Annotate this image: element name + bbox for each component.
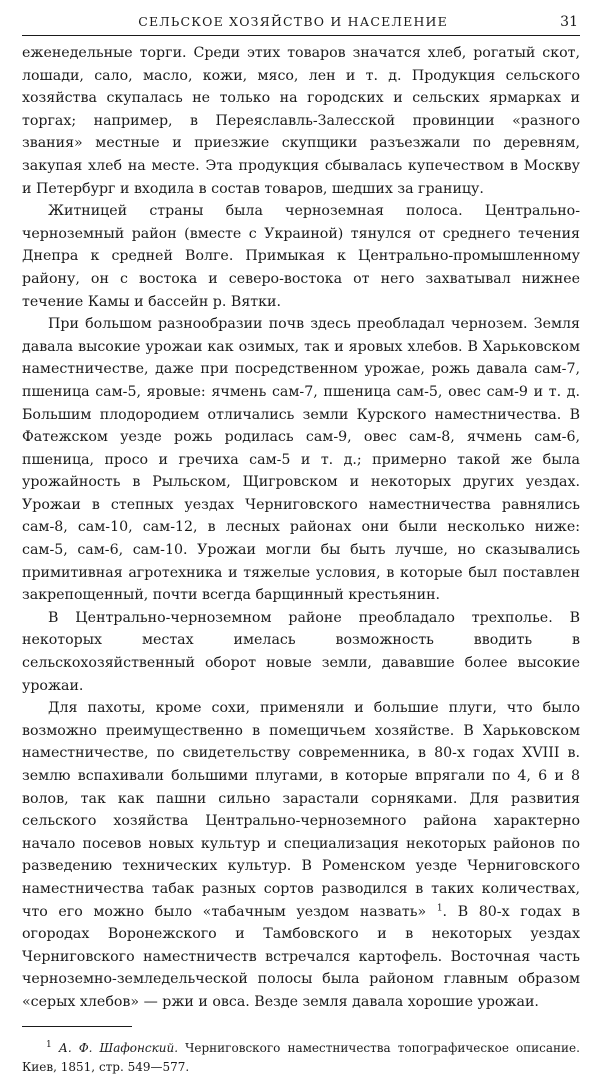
paragraph: В Центрально-черноземном районе преобладало трехполье. В некоторых местах имелась возможность вводить в сельскохозяйственный оборот новые земли, дававшие более высокие урожаи. bbox=[22, 609, 580, 694]
paragraph: Житницей страны была черноземная полоса. Центрально-черноземный район (вместе с Украиной) тянулся от среднего течения Днепра к средней Волге. Примыкая к Центрально-промышленному району, он с востока и северо-востока от него захватывал нижнее течение Камы и бассейн р. Вятки. bbox=[22, 203, 580, 310]
paragraph-continued: еженедельные торги. Среди этих товаров значатся хлеб, рогатый скот, лошади, сало, масло, кожи, мясо, лен и т. д. Продукция сельского хозяйства скупалась не только на городских и сельских ярмарках и торгах; например, в Переяславль-Залесской провинции «разного звания» местные и приезжие скупщики разъезжали по деревням, закупая хлеб на месте. Эта продукция сбывалась купечеством в Москву и Петербург и входила в состав товаров, шедших за границу. bbox=[22, 45, 580, 197]
paragraph: Для пахоты, кроме сохи, применяли и большие плуги, что было возможно преимущественно в помещичьем хозяйстве. В Харьковском наместничестве, по свидетельству современника, в 80-х годах XVIII в. землю вспахивали большими плугами, в которые впрягали по 4, 6 и 8 волов, так как пашни сильно зарастали сорняками. Для развития сельского хозяйства Центрально-черноземного района характерно начало посевов новых культур и специализация некоторых районов по разведению технических культур. В Роменском уезде Черниговского наместничества табак разных сортов разводился в таких количествах, что его можно было «табачным уездом назвать» $^1$. В 80-х годах в огородах Воронежского и Тамбовского и в некоторых уездах Черниговского наместничеств встречался картофель. Восточная часть черноземно-земледельческой полосы была районом главным образом «серых хлебов» — ржи и овса. Везде земля давала хорошие урожаи. bbox=[22, 700, 580, 1010]
footnote-author: А. Ф. Шафонский. bbox=[58, 1040, 179, 1055]
paragraph-text: В 80-х годах в огородах Воронежского и Тамбовского и в некоторых уездах Черниговского наместничеств встречался картофель. Восточная часть черноземно-земледельческой полосы была районом главным образом «серых хлебов» — ржи и овса. Везде земля давала хорошие урожаи. bbox=[22, 903, 580, 1010]
paragraph-text: Для пахоты, кроме сохи, применяли и большие плуги, что было возможно преимущественно в помещичьем хозяйстве. В Харьковском наместничестве, по свидетельству современника, в 80-х годах XVIII в. землю вспахивали большими плугами, в которые впрягали по 4, 6 и 8 волов, так как пашни сильно зарастали сорняками. Для развития сельского хозяйства Центрально-черноземного района характерно начало посевов новых культур и специализация некоторых районов по разведению технических культур. В Роменском уезде Черниговского наместничества табак разных сортов разводился в таких количествах, что его можно было «табачным уездом назвать» bbox=[22, 700, 580, 920]
footnote-rule bbox=[22, 1026, 132, 1027]
footnote bbox=[22, 1039, 580, 1077]
footnote-text: Черниговского наместничества топографическое описание. Киев, 1851, стр. 549—577. bbox=[22, 1040, 580, 1074]
body-text bbox=[22, 42, 580, 1014]
paragraph: При большом разнообразии почв здесь преобладал чернозем. Земля давала высокие урожаи как озимых, так и яровых хлебов. В Харьковском наместничестве, даже при посредственном урожае, рожь давала сам-7, пшеница сам-5, яровые: ячмень сам-7, пшеница сам-5, овес сам-9 и т. д. Большим плодородием отличались земли Курского наместничества. В Фатежском уезде рожь родилась сам-9, овес сам-8, ячмень сам-6, пшеница, просо и гречиха сам-5 и т. д.; примерно такой же была урожайность в Рыльском, Щигровском и некоторых других уездах. Урожаи в степных уездах Черниговского наместничества равнялись сам-8, сам-10, сам-12, в лесных районах они были несколько ниже: сам-5, сам-6, сам-10. Урожаи могли бы быть лучше, но сказывались примитивная агротехника и тяжелые условия, в которые был поставлен закрепощенный, почти всегда барщинный крестьянин. bbox=[22, 316, 580, 604]
footnote-number: 1 bbox=[46, 1039, 52, 1050]
running-header bbox=[22, 14, 580, 36]
footnote-marker: 1 bbox=[436, 902, 443, 913]
running-title: СЕЛЬСКОЕ ХОЗЯЙСТВО И НАСЕЛЕНИЕ bbox=[138, 14, 448, 29]
page-number: 31 bbox=[560, 14, 578, 30]
